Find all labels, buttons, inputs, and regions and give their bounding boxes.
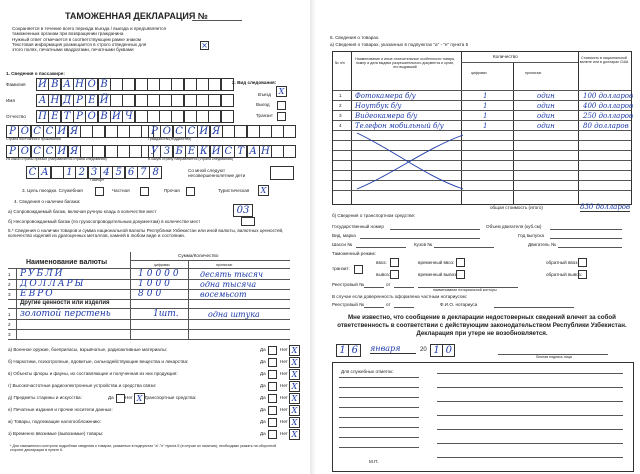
name-field[interactable]: А Н Д Р Е Й xyxy=(36,94,233,107)
item-name[interactable]: Видеокамера б/у xyxy=(355,112,418,120)
baggage-unaccompanied-label: б) Несопровождаемый багаж (по грузосопроводительным документам) в количестве мест xyxy=(8,219,201,224)
strike-through-mark xyxy=(355,131,465,191)
words-header: прописью xyxy=(216,263,233,267)
currency-digits[interactable]: 1000 xyxy=(138,279,173,289)
goods-item: е) Печатные издания и прочие носители данных: xyxy=(8,407,113,412)
tr-import-checkbox[interactable] xyxy=(390,258,399,267)
no-checkbox[interactable]: X xyxy=(289,357,300,368)
surname-label: Фамилия xyxy=(6,82,26,87)
yes-checkbox[interactable] xyxy=(268,430,277,439)
surname-field[interactable]: И В А Н О В xyxy=(36,78,233,91)
yes-checkbox[interactable] xyxy=(268,358,277,367)
valuable-row-num: 1 xyxy=(8,312,11,317)
no-checkbox[interactable]: X xyxy=(289,381,300,392)
item-qty-digits[interactable]: 1 xyxy=(483,102,488,110)
col-cost-header: Стоимость в национальной валюте или в долларах США xyxy=(579,56,629,64)
tr-engine-label: Двигатель № xyxy=(528,242,556,247)
yes-checkbox[interactable] xyxy=(268,370,277,379)
country-to-label: В какую страну направляется (страна следования) xyxy=(148,157,233,161)
baggage-accompanied-field[interactable]: 03 xyxy=(233,204,252,217)
col-qty-header: Количество xyxy=(493,54,518,59)
accompanying-children-label: Со мной следуют несовершеннолетние дети xyxy=(188,168,246,179)
yes-checkbox[interactable] xyxy=(268,382,277,391)
tr-temp-export-checkbox[interactable] xyxy=(456,270,465,279)
item-num: 1 xyxy=(339,93,342,98)
item-name[interactable]: Ноутбук б/у xyxy=(355,102,402,110)
item-qty-words[interactable]: один xyxy=(537,92,555,100)
tr-temp-import-checkbox[interactable] xyxy=(456,258,465,267)
section-5-heading: 5.* Сведения о наличии товаров и сумма национальной валюты Республики Узбекистан или иной валюты, валютных ценностей, количество изделий из драгоценных металлов, камней в любом виде и состоянии. xyxy=(8,228,284,239)
section-6a-heading: а) Сведения о товарах, указанных в подпунктах "а" - "н" пункта 5 xyxy=(330,42,469,47)
section-6b-heading: б) Сведения о транспортном средстве: xyxy=(332,213,416,218)
footnote: * Для таможенного контроля подробные сведения о товарах, указанных в подпунктах "а"-"н" пункта 5 (в случае их наличия), необходимо указать на оборотной стороне декларации в пункте 6. xyxy=(10,444,277,452)
digits-header: цифрами xyxy=(154,263,170,267)
no-checkbox[interactable]: X xyxy=(134,393,145,404)
goods-item: б) Наркотики, психотропные, ядовитые, сильнодействующие вещества и лекарства: xyxy=(8,359,189,364)
tr-temp-export-label: временный вывоз: xyxy=(418,272,458,277)
no-checkbox[interactable]: X xyxy=(289,345,300,356)
item-qty-words[interactable]: один xyxy=(537,122,555,130)
currency-words[interactable]: одна тысяча xyxy=(200,280,257,289)
item-cost[interactable]: 250 долларов xyxy=(583,112,634,120)
goods-item: а) Военное оружие, боеприпасы, взрывчатые, радиоактивные материалы: xyxy=(8,347,168,352)
amount-header: Сумма/Количество xyxy=(178,253,219,258)
tr-type-label: Вид, марка xyxy=(332,233,356,238)
currency-name[interactable]: РУБЛИ xyxy=(20,269,65,279)
no-label: Нет xyxy=(280,359,288,364)
name-label: Имя xyxy=(6,98,15,103)
valuable-row-num: 3 xyxy=(8,332,11,337)
no-checkbox[interactable]: X xyxy=(289,393,300,404)
valuable-words[interactable]: одна штука xyxy=(208,310,260,319)
transit-checkbox[interactable] xyxy=(277,112,286,121)
tr-transit-label: транзит: xyxy=(332,266,350,271)
tr-from-label: от xyxy=(386,282,391,287)
intro-line: Текстовая информация размещается в строго отведенных для xyxy=(12,41,147,47)
col-qty-digits-header: цифрами xyxy=(471,71,487,75)
no-label: Нет xyxy=(125,395,133,400)
official-marks-box xyxy=(332,362,634,472)
date-year-field[interactable]: 1 0 xyxy=(430,344,455,357)
currency-row-num: 3 xyxy=(8,292,11,297)
intro-line: Сохраняется в течение всего периода въезда / выезда и предъявляется xyxy=(12,26,167,31)
currency-words[interactable]: десять тысяч xyxy=(200,270,263,279)
no-label: Нет xyxy=(280,431,288,436)
goods-item: г) Высокочастотные радиоэлектронные устройства и средства связи: xyxy=(8,383,157,388)
goods-item: з) Временно ввозимые (вывозимые) товары: xyxy=(8,431,104,436)
total-value[interactable]: 830 долларов xyxy=(580,203,631,211)
currency-digits[interactable]: 10000 xyxy=(138,269,182,279)
transport-means-label: Транспортные средства: xyxy=(144,395,197,400)
goods-table xyxy=(332,51,632,205)
tr-reg-no-label: Реестровый № xyxy=(332,282,364,287)
purpose-private-label: Частная xyxy=(112,188,130,193)
item-name[interactable]: Фотокамера б/у xyxy=(355,92,416,100)
tr-temp-import-label: временный ввоз: xyxy=(418,260,455,265)
no-label: Нет xyxy=(280,419,288,424)
purpose-official-checkbox[interactable] xyxy=(95,187,104,196)
left-page xyxy=(0,0,312,474)
country-from-label: Из какой страны прибыл (направляется страна следования) xyxy=(6,157,107,161)
item-num: 3 xyxy=(339,113,342,118)
item-cost[interactable]: 80 долларов xyxy=(583,122,629,130)
arrival-label: Въезд xyxy=(258,92,272,97)
right-page xyxy=(318,0,640,474)
tr-transit-checkbox[interactable] xyxy=(354,265,363,274)
tr-body-label: Кузов № xyxy=(414,242,433,247)
departure-checkbox[interactable] xyxy=(277,101,286,110)
passport-field[interactable]: С А 1 2 3 4 5 6 7 8 xyxy=(26,166,161,179)
col-qty-words-header: прописью xyxy=(525,71,542,75)
no-label: Нет xyxy=(280,371,288,376)
currency-digits[interactable]: 800 xyxy=(138,289,165,299)
date-day-field[interactable]: 1 6 xyxy=(336,344,361,357)
page-fold xyxy=(310,0,316,474)
section-3-heading: 3. Цель поездки. Служебная xyxy=(22,188,83,193)
item-qty-words[interactable]: один xyxy=(537,102,555,110)
tr-proxy-label: В случае если доверенность оформлена частным нотариусом: xyxy=(332,294,467,299)
arrival-checkbox[interactable]: X xyxy=(276,86,287,97)
yes-checkbox[interactable] xyxy=(268,394,277,403)
tr-reexport-label: обратный вывоз: xyxy=(546,272,582,277)
tr-reimport-label: обратный ввоз: xyxy=(546,260,579,265)
yes-label: Да xyxy=(260,371,266,376)
intro-block xyxy=(12,26,166,52)
no-checkbox[interactable]: X xyxy=(289,417,300,428)
item-qty-words[interactable]: один xyxy=(537,112,555,120)
currency-row-num: 1 xyxy=(8,272,11,277)
tr-notary-label: наименование нотариальной конторы xyxy=(433,288,497,292)
purpose-other-label: Прочая xyxy=(164,188,180,193)
no-checkbox[interactable]: X xyxy=(289,405,300,416)
yes-label: Да xyxy=(260,419,266,424)
no-checkbox[interactable]: X xyxy=(289,429,300,440)
goods-item: д) Предметы старины и искусства: xyxy=(8,395,82,400)
intro-line: таможенным органам при возвращении гражданина xyxy=(12,31,124,37)
official-marks-label: Для служебных отметок: xyxy=(341,369,394,374)
purpose-tourist-checkbox[interactable]: X xyxy=(258,185,269,196)
yes-label: Да xyxy=(108,395,114,400)
yes-label: Да xyxy=(260,395,266,400)
item-cost[interactable]: 400 долларов xyxy=(583,102,634,110)
no-label: Нет xyxy=(280,395,288,400)
tr-export-checkbox[interactable] xyxy=(390,270,399,279)
no-checkbox[interactable]: X xyxy=(289,369,300,380)
yes-label: Да xyxy=(260,347,266,352)
date-year-prefix: 20 xyxy=(420,347,427,353)
no-label: Нет xyxy=(280,383,288,388)
purpose-other-checkbox[interactable] xyxy=(186,187,195,196)
tr-year-label: Год выпуска xyxy=(518,233,545,238)
purpose-private-checkbox[interactable] xyxy=(140,187,149,196)
baggage-unaccompanied-field[interactable] xyxy=(241,217,255,226)
yes-label: Да xyxy=(260,383,266,388)
transit-label: Транзит xyxy=(256,113,273,118)
goods-item: ж) Товары, подлежащие налогообложению: xyxy=(8,419,102,424)
currency-name[interactable]: ДОЛЛАРЫ xyxy=(20,279,86,289)
tr-fio-label: Ф.И.О. нотариуса xyxy=(440,302,478,307)
departure-label: Выезд xyxy=(256,102,270,107)
currency-name[interactable]: ЕВРО xyxy=(20,289,55,299)
goods-item: в) Объекты флоры и фауны, их составляющие и полученная из них продукция: xyxy=(8,371,178,376)
citizenship-label: Гражданство(подданство) xyxy=(148,137,192,141)
valuable-name[interactable]: золотой перстень xyxy=(20,309,111,319)
citizenship-field[interactable]: Р О С С И Я xyxy=(148,125,296,138)
col-name-header: Наименование и иные отличительные особенности товара, номер и дата выдачи разрешительного документа и орган, его выдавший xyxy=(355,57,455,69)
item-qty-digits[interactable]: 1 xyxy=(483,122,488,130)
tr-reexport-checkbox[interactable] xyxy=(578,270,587,279)
yes-label: Да xyxy=(260,359,266,364)
currency-header: Наименование валюты xyxy=(26,259,108,266)
yes-checkbox[interactable] xyxy=(268,406,277,415)
sample-checkbox: × xyxy=(201,41,208,50)
baggage-accompanied-label: а) Сопровождаемый багаж, включая ручную кладь в количестве мест xyxy=(8,209,157,214)
tr-reg-no2-label: Реестровый № xyxy=(332,302,364,307)
country-to-field[interactable]: У З Б Е К И С Т А Н xyxy=(148,145,296,158)
tr-chassis-label: Шасси № xyxy=(332,242,353,247)
item-qty-digits[interactable]: 1 xyxy=(483,112,488,120)
intro-line: Нужный ответ отмечается в соответствующем рамке знаком xyxy=(12,36,142,42)
total-label: общая стоимость (итого) xyxy=(490,205,543,210)
section-2-heading: 2. Вид следования: xyxy=(232,80,277,85)
valuables-header: Другие ценности или изделия xyxy=(20,300,110,306)
yes-checkbox[interactable] xyxy=(268,346,277,355)
country-residence-label: Страна постоянного проживания xyxy=(6,137,61,141)
yes-label: Да xyxy=(260,431,266,436)
signature-label: Личная подпись лица xyxy=(536,355,572,359)
page-title: ТАМОЖЕННАЯ ДЕКЛАРАЦИЯ № xyxy=(65,11,208,21)
section-4-heading: 4. Сведения о наличии багажа: xyxy=(14,199,81,204)
intro-line: этого полях, печатными квадратами, печатными буквами xyxy=(12,47,134,53)
yes-checkbox[interactable] xyxy=(268,418,277,427)
item-num: 4 xyxy=(339,123,342,128)
no-label: Нет xyxy=(280,347,288,352)
section-1-heading: 1. Сведения о пассажире: xyxy=(6,71,65,76)
currency-words[interactable]: восемьсот xyxy=(200,290,247,299)
tr-from2-label: от xyxy=(386,302,391,307)
date-month-field[interactable]: января xyxy=(370,344,416,354)
tr-reg-label: Государственный номер xyxy=(332,224,384,229)
tr-mode-label: Таможенный режим: xyxy=(332,251,376,256)
item-qty-digits[interactable]: 1 xyxy=(483,92,488,100)
section-6-heading: 6. Сведения о товарах. xyxy=(330,35,380,40)
patronymic-label: Отчество xyxy=(6,114,26,119)
declaration-text: Мне известно, что сообщение в декларации недостоверных сведений влечет за собой ответственность в соответствии с действующим законодательством Республики Узбекистан. Декларация при утере не возобновляется. xyxy=(337,314,627,338)
children-box[interactable] xyxy=(270,166,294,180)
patronymic-field[interactable]: П Е Т Р О В И Ч xyxy=(36,110,233,123)
yes-checkbox[interactable] xyxy=(116,394,125,403)
passport-label: Паспорт xyxy=(90,178,104,182)
country-from-field[interactable]: Р О С С И Я xyxy=(6,145,154,158)
tr-reimport-checkbox[interactable] xyxy=(578,258,587,267)
tr-export-label: вывоз: xyxy=(376,272,391,277)
valuable-digits[interactable]: 1шт. xyxy=(153,309,179,319)
item-cost[interactable]: 100 долларов xyxy=(583,92,634,100)
item-name[interactable]: Телефон мобильный б/у xyxy=(355,122,444,130)
stamp-place-label: М.П. xyxy=(369,459,379,464)
no-label: Нет xyxy=(280,407,288,412)
currency-row-num: 2 xyxy=(8,282,11,287)
col-number-header: № п/п xyxy=(335,61,345,65)
item-num: 2 xyxy=(339,103,342,108)
yes-label: Да xyxy=(260,407,266,412)
purpose-tourist-label: Туристическая xyxy=(218,188,250,193)
country-residence-field[interactable]: Р О С С И Я xyxy=(6,125,154,138)
tr-import-label: ввоз: xyxy=(376,260,387,265)
valuable-row-num: 2 xyxy=(8,322,11,327)
tr-volume-label: Объем двигателя (куб.см) xyxy=(486,224,542,229)
